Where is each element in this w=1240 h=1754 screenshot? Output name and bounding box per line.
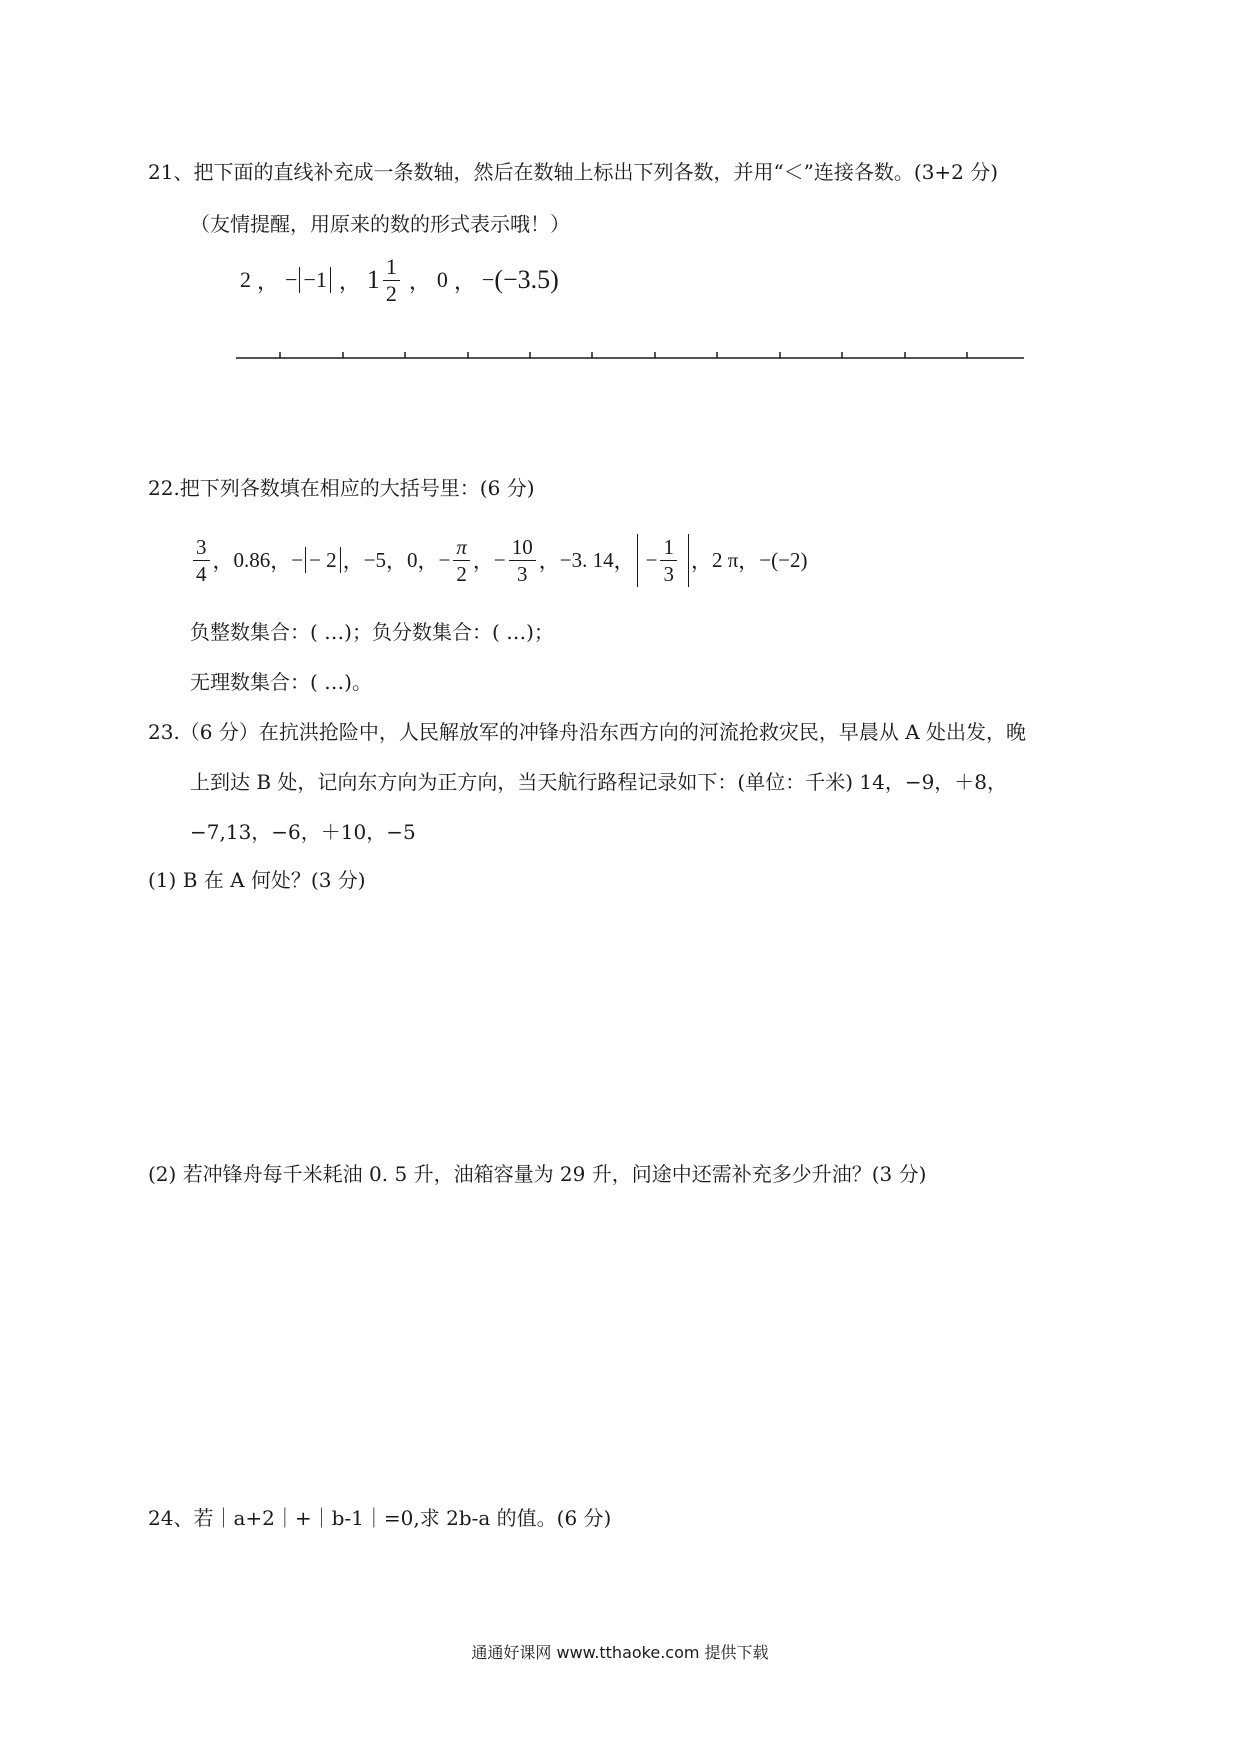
q21-num-0: 0 <box>436 267 448 292</box>
q22-sets-line1: 负整数集合：( …)；负分数集合：( …)； <box>190 620 554 644</box>
q21-mixed-fraction: $\frac{1}{2}$ <box>383 254 400 307</box>
q23-line2: 上到达 B 处，记向东方向为正方向，当天航行路程记录如下：(单位：千米) 14，−9，＋8， <box>190 770 1008 794</box>
q22-number-list: $\frac{3}{4}$ ， 0.86 ， − − 2 ， −5 ， 0 ， − $\frac{\pi}{2}$ ， − $\frac{10}{3}$ ， −3. 14 ， − $\frac{1}{3}$ ， 2 π ， −(−2) <box>190 528 807 592</box>
q23-sub2: (2) 若冲锋舟每千米耗油 0. 5 升，油箱容量为 29 升，问途中还需补充多少升油？(3 分) <box>148 1162 927 1186</box>
q24-title: 24、若｜a+2｜+｜b-1｜=0,求 2b-a 的值。(6 分) <box>148 1506 612 1530</box>
q22-num-0: 0 <box>407 547 418 572</box>
q21-num-neg-neg-3-5: (−3.5) <box>494 265 559 294</box>
number-line <box>0 0 1240 400</box>
q22-frac-pi-2: $\frac{\pi}{2}$ <box>453 534 470 587</box>
q23-line1: 23.（6 分）在抗洪抢险中，人民解放军的冲锋舟沿东西方向的河流抢救灾民，早晨从 A 处出发，晚 <box>148 720 1027 744</box>
q22-num-2pi: 2 π <box>711 547 739 572</box>
q21-hint: （友情提醒，用原来的数的形式表示哦！） <box>190 212 570 236</box>
q22-title: 22.把下列各数填在相应的大括号里：(6 分) <box>148 476 535 500</box>
q23-line3: −7,13，−6，＋10，−5 <box>190 820 416 844</box>
q22-frac-3-4: $\frac{3}{4}$ <box>193 534 210 587</box>
q22-abs-neg2: − 2 <box>305 547 341 573</box>
q21-number-list: 2 ， − −1 ， 1 $\frac{1}{2}$ ， 0 ， − (−3.5) <box>240 253 559 306</box>
q22-sets-line2: 无理数集合：( …)。 <box>190 670 372 694</box>
q23-sub1: (1) B 在 A 何处？(3 分) <box>148 868 366 892</box>
q21-num-2: 2 <box>240 267 251 292</box>
q22-num-neg-neg2: −(−2) <box>759 547 808 572</box>
q22-num-0-86: 0.86 <box>233 547 271 572</box>
q22-num-neg5: −5 <box>363 547 387 572</box>
q21-num-abs-neg1: −1 <box>299 267 330 293</box>
q22-abs-neg-1-3: − $\frac{1}{3}$ <box>637 534 689 587</box>
footer: 通通好课网 www.tthaoke.com 提供下载 <box>471 1643 769 1662</box>
q22-frac-10-3: $\frac{10}{3}$ <box>509 534 536 587</box>
q22-num-neg3-14: −3. 14 <box>559 547 614 572</box>
q21-title: 21、把下面的直线补充成一条数轴，然后在数轴上标出下列各数，并用“＜”连接各数。(3+2 分) <box>148 160 999 184</box>
q21-num-neg-abs-sign: − <box>285 267 298 292</box>
q21-mixed-whole: 1 <box>366 265 380 294</box>
q21-num-neg-sign: − <box>481 267 495 292</box>
number-line-ticks <box>280 352 967 358</box>
